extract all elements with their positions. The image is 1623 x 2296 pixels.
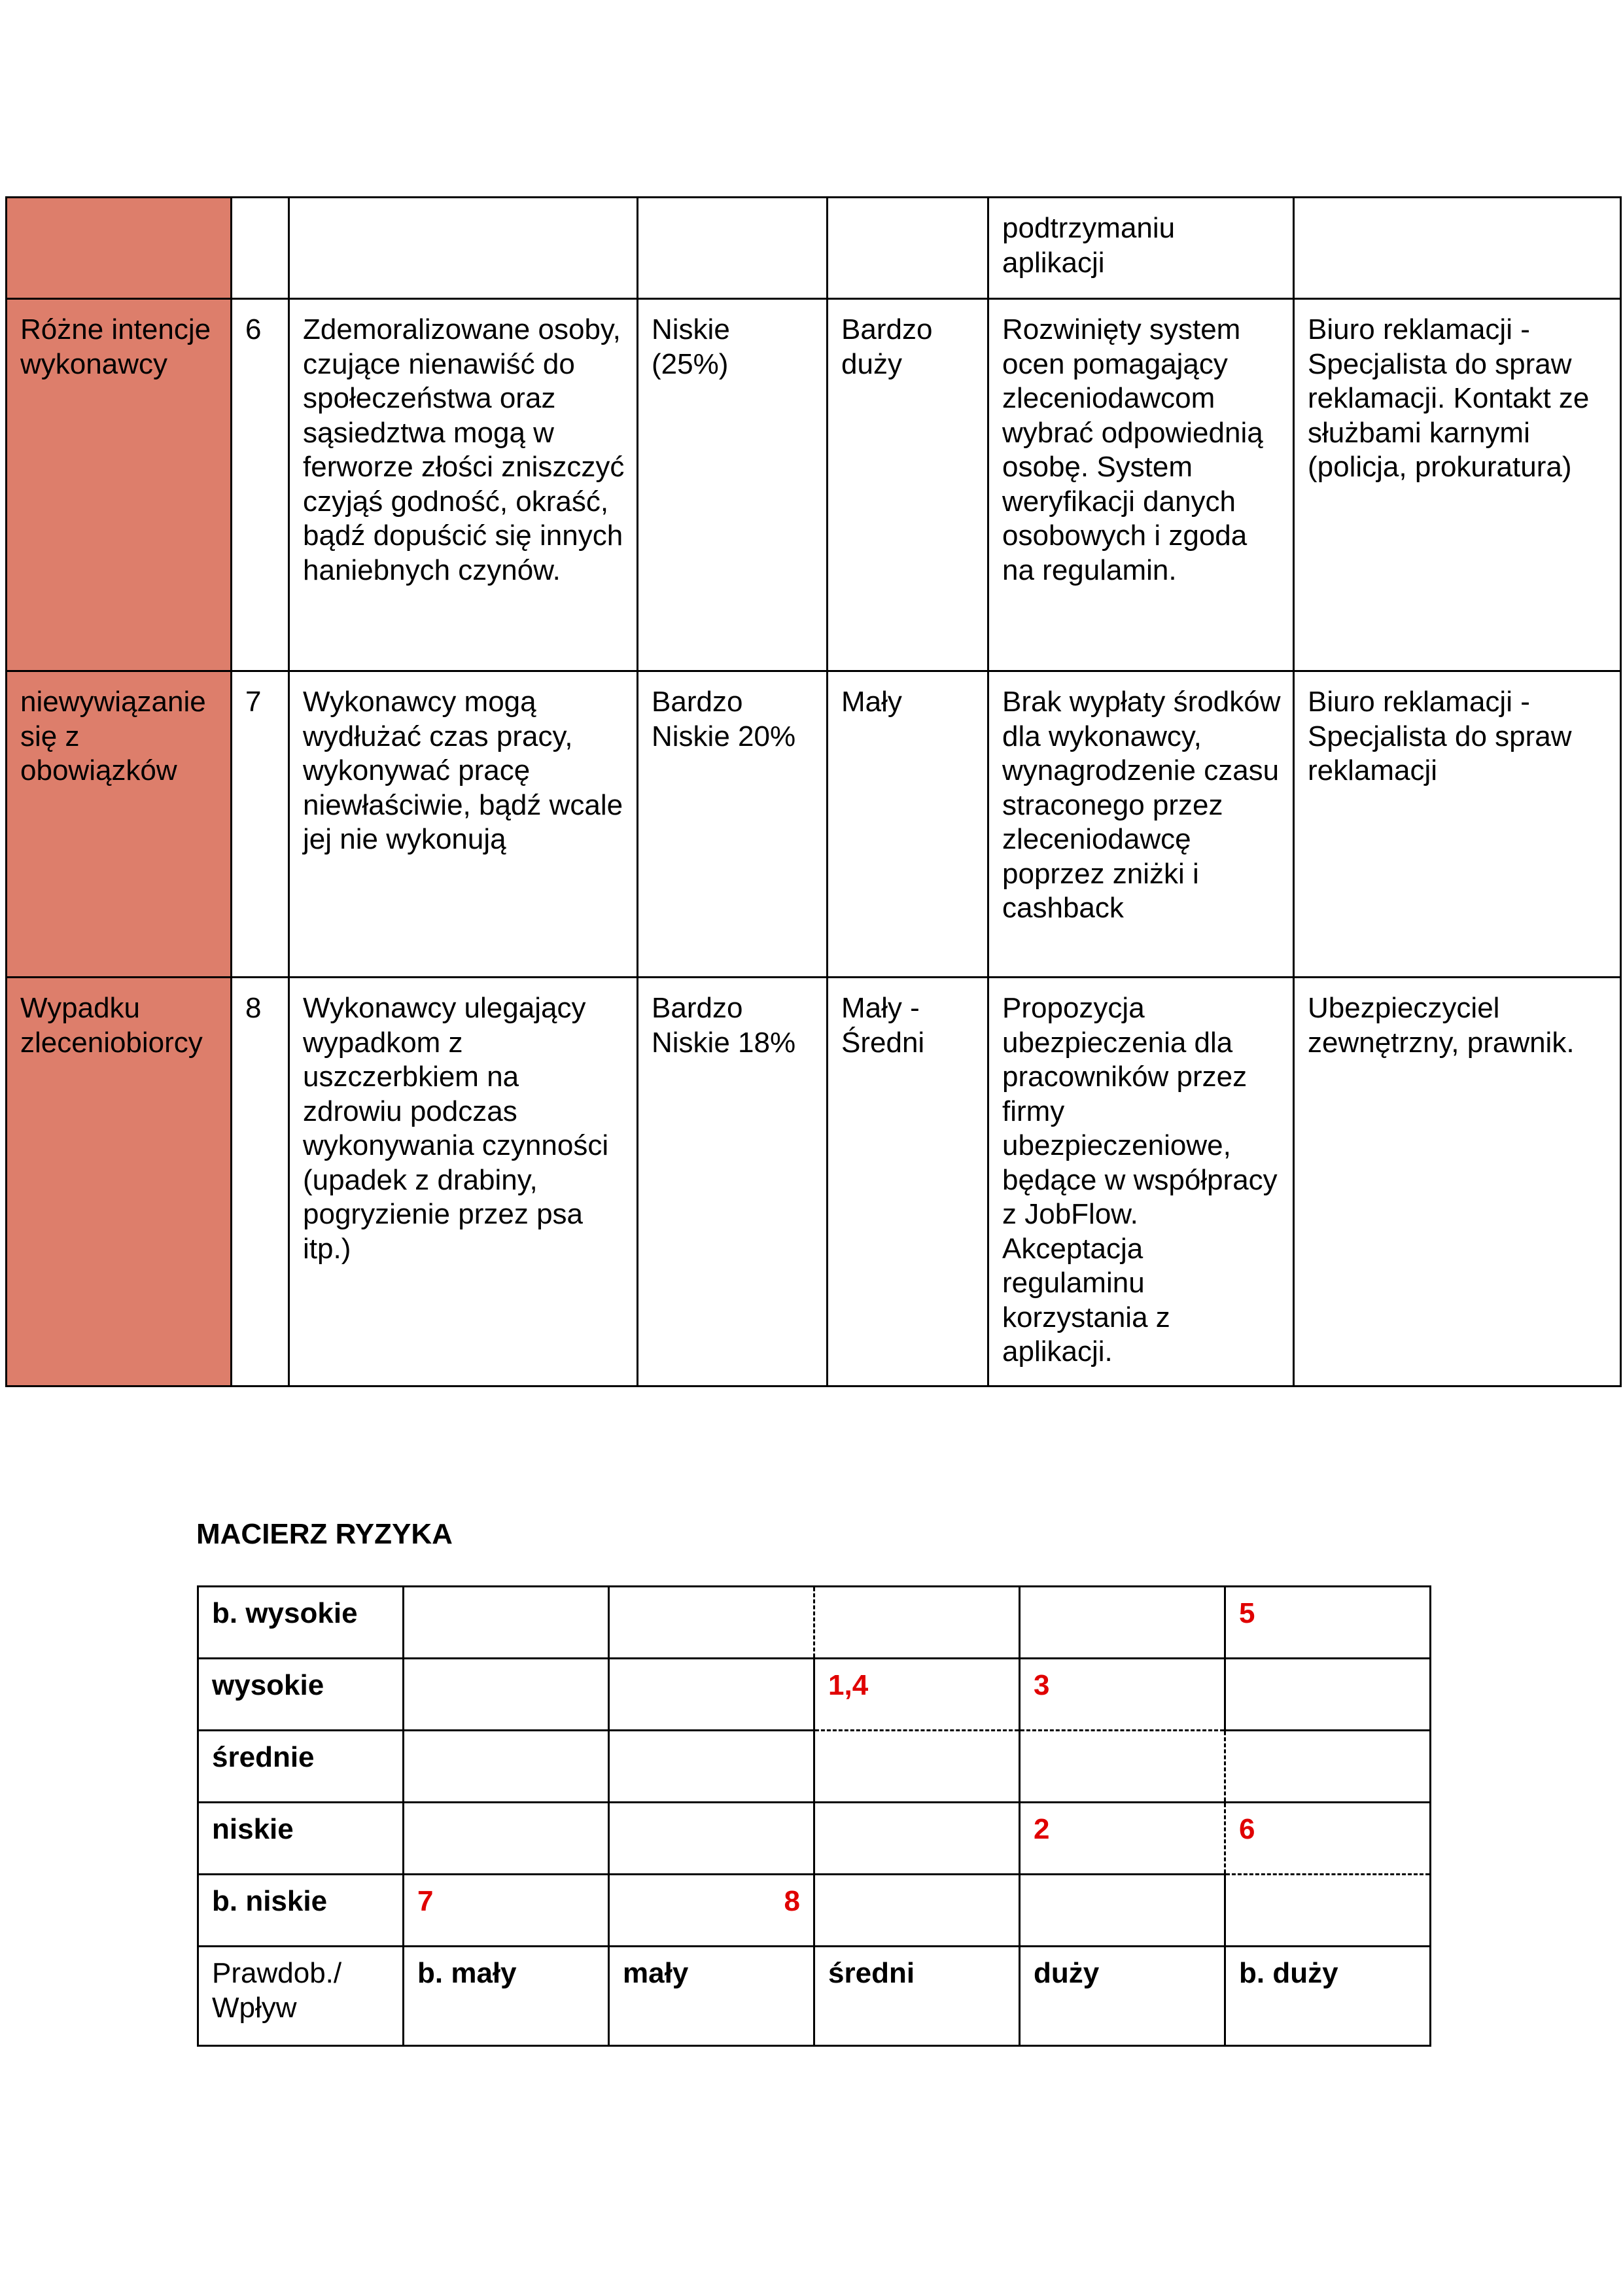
matrix-col-label: średni xyxy=(814,1947,1020,2046)
matrix-header-row xyxy=(198,1947,1431,2046)
table-row xyxy=(7,978,1621,1386)
risk-description: Zdemoralizowane osoby, czujące nienawiść do społeczeństwa oraz sąsiedztwa mogą w ferworze złości zniszczyć czyjąś godność, okraść, bądź dopuścić się innych haniebnych czynów. xyxy=(289,299,638,671)
risk-prevention: Rozwinięty system ocen pomagający zleceniodawcom wybrać odpowiednią osobę. System weryfikacji danych osobowych i zgoda na regulamin. xyxy=(988,299,1294,671)
matrix-cell xyxy=(609,1659,814,1731)
matrix-col-label: b. duży xyxy=(1225,1947,1431,2046)
risk-matrix xyxy=(197,1585,1431,2047)
table-row xyxy=(7,299,1621,671)
matrix-cell xyxy=(404,1659,609,1731)
matrix-cell xyxy=(814,1587,1020,1659)
matrix-cell-value: 5 xyxy=(1225,1587,1431,1659)
risk-prevention: Brak wypłaty środków dla wykonawcy, wynagrodzenie czasu straconego przez zleceniodawcę poprzez zniżki i cashback xyxy=(988,671,1294,978)
matrix-row xyxy=(198,1875,1431,1947)
matrix-row xyxy=(198,1731,1431,1803)
matrix-cell xyxy=(609,1587,814,1659)
matrix-row-label: średnie xyxy=(198,1731,404,1803)
risk-prevention: Propozycja ubezpieczenia dla pracowników przez firmy ubezpieczeniowe, będące w współpracy z JobFlow. Akceptacja regulaminu korzystania z aplikacji. xyxy=(988,978,1294,1386)
risk-table xyxy=(5,196,1622,1387)
risk-description: Wykonawcy ulegający wypadkom z uszczerbkiem na zdrowiu podczas wykonywania czynności (upadek z drabiny, pogryzienie przez psa itp.) xyxy=(289,978,638,1386)
risk-id: 8 xyxy=(232,978,289,1386)
risk-description: Wykonawcy mogą wydłużać czas pracy, wykonywać pracę niewłaściwie, bądź wcale jej nie wykonują xyxy=(289,671,638,978)
matrix-cell xyxy=(1225,1875,1431,1947)
risk-impact: Mały - Średni xyxy=(828,978,988,1386)
risk-category: Różne intencje wykonawcy xyxy=(7,299,232,671)
risk-category xyxy=(7,198,232,299)
risk-responsible: Ubezpieczyciel zewnętrzny, prawnik. xyxy=(1294,978,1621,1386)
matrix-row-label: niskie xyxy=(198,1803,404,1875)
matrix-cell xyxy=(814,1875,1020,1947)
matrix-cell xyxy=(609,1803,814,1875)
matrix-title: MACIERZ RYZYKA xyxy=(196,1518,453,1550)
matrix-cell-value: 8 xyxy=(609,1875,814,1947)
matrix-cell xyxy=(1225,1731,1431,1803)
table-row xyxy=(7,671,1621,978)
risk-responsible: Biuro reklamacji - Specjalista do spraw reklamacji xyxy=(1294,671,1621,978)
risk-probability: Niskie (25%) xyxy=(638,299,828,671)
matrix-cell xyxy=(404,1731,609,1803)
risk-prevention: podtrzymaniu aplikacji xyxy=(988,198,1294,299)
matrix-cell xyxy=(1020,1731,1225,1803)
risk-id: 7 xyxy=(232,671,289,978)
risk-id xyxy=(232,198,289,299)
matrix-col-label: duży xyxy=(1020,1947,1225,2046)
matrix-row-label: b. wysokie xyxy=(198,1587,404,1659)
matrix-cell-value: 7 xyxy=(404,1875,609,1947)
matrix-corner-label: Prawdob./ Wpływ xyxy=(198,1947,404,2046)
table-row xyxy=(7,198,1621,299)
risk-responsible: Biuro reklamacji - Specjalista do spraw reklamacji. Kontakt ze służbami karnymi (policja, prokuratura) xyxy=(1294,299,1621,671)
matrix-cell xyxy=(404,1587,609,1659)
matrix-cell-value: 3 xyxy=(1020,1659,1225,1731)
matrix-cell xyxy=(1020,1587,1225,1659)
risk-impact xyxy=(828,198,988,299)
matrix-col-label: mały xyxy=(609,1947,814,2046)
matrix-cell xyxy=(1225,1659,1431,1731)
risk-category: Wypadku zleceniobiorcy xyxy=(7,978,232,1386)
matrix-cell xyxy=(609,1731,814,1803)
risk-id: 6 xyxy=(232,299,289,671)
risk-probability: Bardzo Niskie 18% xyxy=(638,978,828,1386)
matrix-cell xyxy=(814,1803,1020,1875)
matrix-cell-value: 2 xyxy=(1020,1803,1225,1875)
matrix-row-label: b. niskie xyxy=(198,1875,404,1947)
matrix-cell-value: 6 xyxy=(1225,1803,1431,1875)
matrix-cell xyxy=(404,1803,609,1875)
risk-responsible xyxy=(1294,198,1621,299)
matrix-cell xyxy=(814,1731,1020,1803)
matrix-row xyxy=(198,1803,1431,1875)
matrix-cell xyxy=(1020,1875,1225,1947)
matrix-row xyxy=(198,1587,1431,1659)
risk-impact: Bardzo duży xyxy=(828,299,988,671)
matrix-col-label: b. mały xyxy=(404,1947,609,2046)
risk-category: niewywiązanie się z obowiązków xyxy=(7,671,232,978)
matrix-row xyxy=(198,1659,1431,1731)
matrix-row-label: wysokie xyxy=(198,1659,404,1731)
risk-probability xyxy=(638,198,828,299)
matrix-cell-value: 1,4 xyxy=(814,1659,1020,1731)
risk-impact: Mały xyxy=(828,671,988,978)
risk-probability: Bardzo Niskie 20% xyxy=(638,671,828,978)
risk-description xyxy=(289,198,638,299)
